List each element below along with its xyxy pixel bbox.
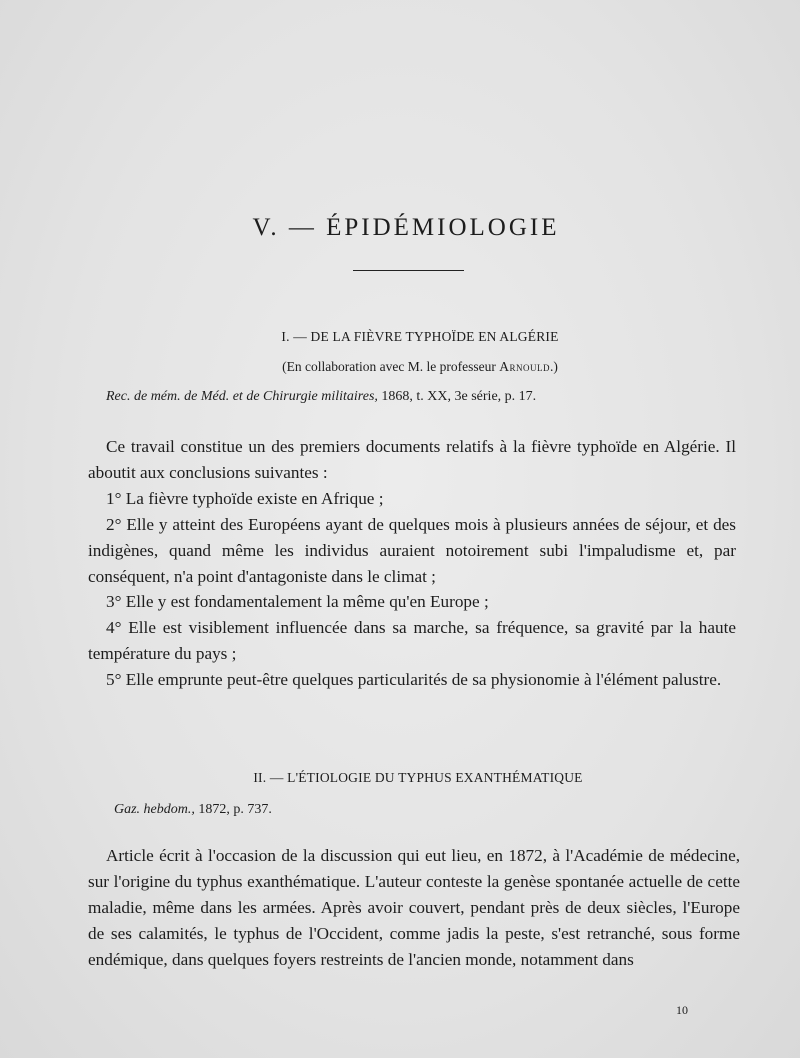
page-number: 10: [676, 1003, 688, 1017]
section-2-citation: [114, 802, 272, 818]
collab-suffix: .): [549, 359, 558, 374]
paragraph: 3° Elle y est fondamentalement la même qu'en Europe ;: [106, 592, 489, 612]
citation-journal: Rec. de mém. de Méd. et de Chirurgie militaires,: [106, 389, 378, 404]
section-1-heading: I. — DE LA FIÈVRE TYPHOÏDE EN ALGÉRIE: [281, 329, 559, 344]
citation-details: 1872, p. 737.: [198, 802, 272, 817]
collab-name: Arnould: [499, 359, 550, 374]
paragraph: 5° Elle emprunte peut-être quelques particularités de sa physionomie à l'élément palustre.: [106, 670, 722, 690]
chapter-title: V. — ÉPIDÉMIOLOGIE: [252, 214, 560, 241]
section-1-body: [88, 434, 736, 693]
paragraph: 2° Elle y atteint des Européens ayant de quelques mois à plusieurs années de séjour, et des indigènes, quand même les individus auraient notoirement subi l'impaludisme et, par conséquent, n'a point d'antagoniste dans le climat ;: [88, 514, 736, 586]
section-2-body: [88, 843, 740, 973]
section-1-citation: [106, 389, 536, 405]
paragraph: 4° Elle est visiblement influencée dans sa marche, sa fréquence, sa gravité par la haute température du pays ;: [88, 618, 736, 664]
citation-details: 1868, t. XX, 3e série, p. 17.: [381, 389, 537, 404]
section-1-collaboration-note: [0, 359, 800, 375]
paragraph: 1° La fièvre typhoïde existe en Afrique ;: [106, 488, 384, 508]
paragraph: Ce travail constitue un des premiers documents relatifs à la fièvre typhoïde en Algérie. Il aboutit aux conclusions suivantes :: [88, 437, 736, 482]
section-2-heading: II. — L'ÉTIOLOGIE DU TYPHUS EXANTHÉMATIQUE: [253, 770, 583, 785]
collab-prefix: (En collaboration avec M. le professeur: [282, 359, 496, 374]
paragraph: Article écrit à l'occasion de la discussion qui eut lieu, en 1872, à l'Académie de médecine, sur l'origine du typhus exanthématique. L'auteur conteste la genèse spontanée actuelle de cette maladie, même dans les armées. Après avoir couvert, pendant près de deux siècles, l'Europe de ses calamités, le typhus de l'Occident, comme jadis la peste, s'est retranché, sous forme endémique, dans quelques foyers restreints de l'ancien monde, notamment dans: [88, 846, 740, 969]
citation-journal: Gaz. hebdom.,: [114, 802, 195, 817]
title-rule: [353, 270, 464, 271]
